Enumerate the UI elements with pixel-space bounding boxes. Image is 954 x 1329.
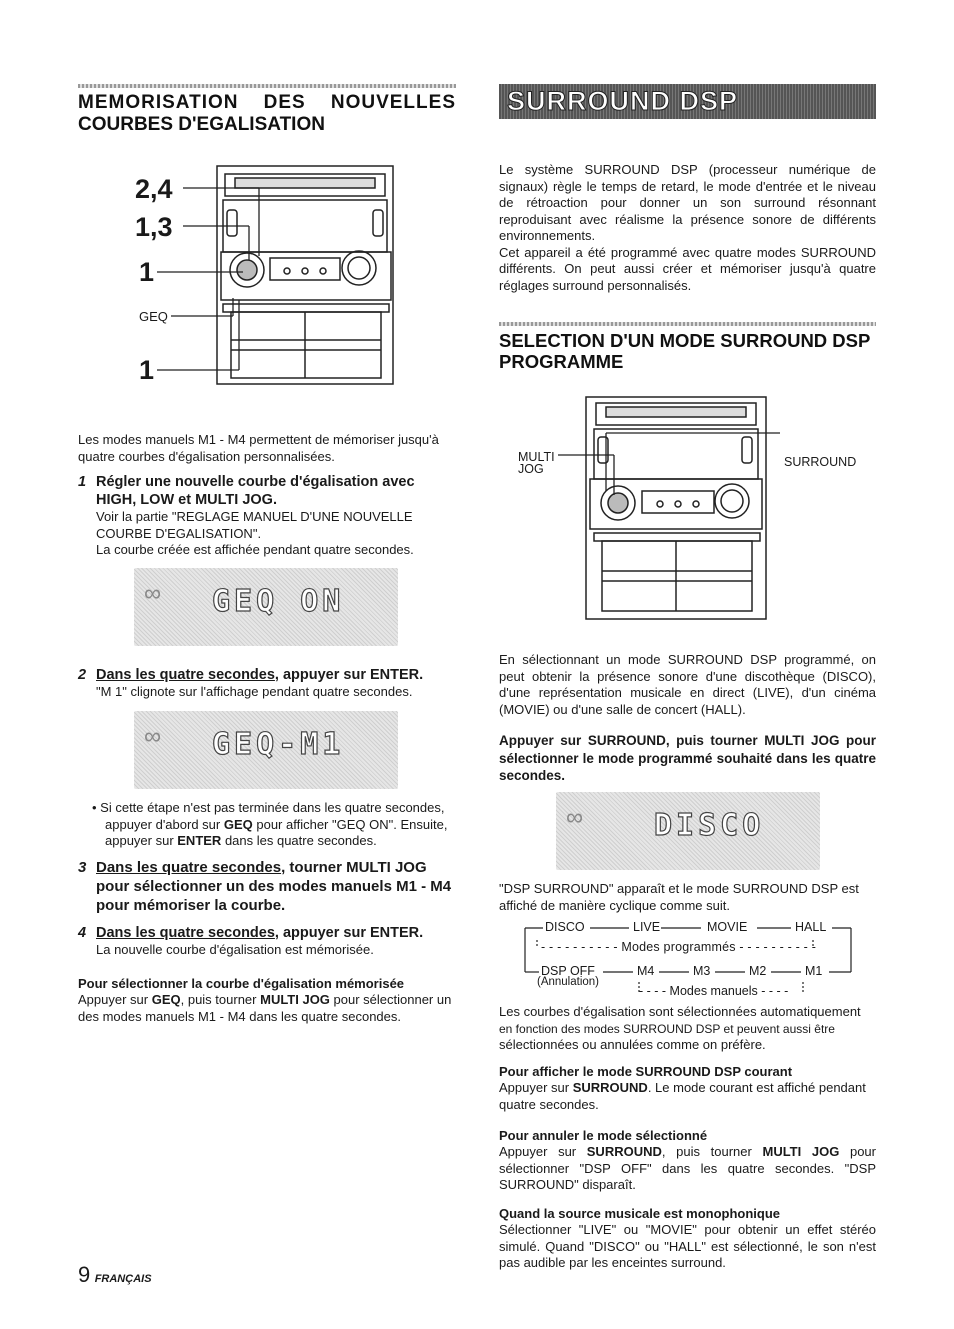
show-b: SURROUND (572, 1080, 648, 1095)
recall-a: Appuyer sur (78, 992, 152, 1007)
display-logo-icon-2: ∞ (144, 723, 162, 750)
mono-section (499, 1206, 876, 1272)
right-p4: "DSP SURROUND" apparaît et le mode SURROUND DSP est affiché de manière cyclique comme suit. (499, 881, 859, 913)
recall-e: pour sélectionner un des modes manuels M1 - M4 dans les quatre secondes. (78, 992, 452, 1024)
banner-title: SURROUND DSP (507, 86, 739, 116)
lcd-display-geq-on (134, 568, 398, 646)
cycle-prog-row: - - - - - - - - - - Modes programmés - - - - - - - - - - (541, 940, 817, 954)
step2-underlined: Dans les quatre secondes (96, 667, 275, 683)
bullet-c: pour afficher "GEQ ON". Ensuite, appuyer sur (105, 816, 448, 848)
cycle-prog: Modes programmés (621, 940, 736, 954)
bullet-b: GEQ (223, 816, 253, 832)
page-footer (78, 1262, 152, 1288)
step-1 (78, 473, 456, 559)
lcd-display-disco (556, 792, 820, 870)
right-instruction: Appuyer sur SURROUND, puis tourner MULTI JOG pour sélectionner le mode programmé souhaité dans les quatre secondes. (499, 733, 876, 783)
cycle-m4: M4 (637, 964, 655, 978)
show-c: . Le mode courant est affiché pendant quatre secondes. (499, 1080, 866, 1112)
right-p5c: sélectionnées ou annulées comme on préfère. (499, 1037, 766, 1052)
show-heading: Pour afficher le mode SURROUND DSP courant (499, 1064, 793, 1079)
cycle-movie: MOVIE (707, 920, 748, 934)
page-number: 9 (78, 1262, 91, 1287)
label-multi: MULTI (518, 450, 555, 464)
step3-number: 3 (78, 859, 87, 876)
label-jog: JOG (518, 462, 544, 476)
stereo-drawing (135, 160, 405, 392)
step2-number: 2 (78, 667, 87, 683)
step4-number: 4 (78, 925, 87, 941)
cycle-m1: M1 (805, 964, 823, 978)
recall-c: , puis tourner (180, 992, 261, 1007)
bullet-d: ENTER (177, 833, 222, 848)
left-heading-line2: COURBES D'EGALISATION (78, 113, 325, 135)
step2-rest: , appuyer sur ENTER. (274, 667, 424, 683)
cancel-d: MULTI JOG (762, 1144, 840, 1159)
step2-text: "M 1" clignote sur l'affichage pendant quatre secondes. (96, 684, 413, 699)
lcd-text-2: GEQ-M1 (212, 727, 345, 762)
cycle-m3: M3 (693, 964, 711, 978)
bullet-note: • Si cette étape n'est pas terminée dans les quatre secondes, appuyer d'abord sur GEQ pour afficher "GEQ ON". Ensuite, appuyer sur ENTER dans les quatre secondes. (92, 800, 448, 848)
lcd-text-1: GEQ ON (212, 584, 345, 619)
callout-2-4: 2,4 (135, 174, 173, 204)
step-2 (78, 666, 456, 701)
cancel-section (499, 1128, 876, 1194)
stereo-figure-right (514, 395, 876, 623)
display-logo-icon: ∞ (144, 580, 162, 607)
cycle-hall: HALL (795, 920, 827, 934)
stereo-drawing-right (514, 395, 876, 623)
step3-rest: , tourner MULTI JOG pour sélectionner un des modes manuels M1 - M4 pour mémoriser la courbe. (96, 859, 452, 914)
callout-1b: 1 (139, 355, 155, 385)
cancel-e: pour sélectionner "DSP OFF" dans les quatre secondes. "DSP SURROUND" disparaît. (499, 1144, 876, 1192)
stereo-figure-left (135, 160, 405, 392)
step4-underlined: Dans les quatre secondes (96, 925, 275, 941)
step3-underlined: Dans les quatre secondes (96, 859, 282, 876)
callout-1-3: 1,3 (135, 212, 173, 242)
step-3 (78, 858, 456, 915)
right-heading: SELECTION D'UN MODE SURROUND DSP PROGRAMME (499, 330, 871, 373)
label-multi-jog (518, 451, 555, 475)
step-4 (78, 924, 456, 959)
mono-heading: Quand la source musicale est monophonique (499, 1206, 780, 1221)
intro-text: Les modes manuels M1 - M4 permettent de mémoriser jusqu'à quatre courbes d'égalisation personnalisées. (78, 432, 439, 464)
step1-text1: Voir la partie "REGLAGE MANUEL D'UNE NOUVELLE COURBE D'EGALISATION". (96, 509, 413, 541)
callout-1a: 1 (139, 257, 155, 287)
bullet-e: dans les quatre secondes. (221, 833, 377, 848)
footer-language: FRANÇAIS (94, 1273, 152, 1285)
step1-title: Régler une nouvelle courbe d'égalisation avec HIGH, LOW et MULTI JOG. (96, 474, 415, 508)
cycle-disco: DISCO (545, 920, 585, 934)
cycle-live: LIVE (633, 920, 661, 934)
right-p5a: Les courbes d'égalisation sont sélectionnées automatiquement (499, 1004, 861, 1019)
step1-number: 1 (78, 474, 87, 490)
left-heading (78, 92, 456, 136)
lcd-display-geq-m1 (134, 711, 398, 789)
display-logo-icon-3: ∞ (566, 804, 584, 831)
step4-rest: , appuyer sur ENTER. (274, 925, 424, 941)
right-p1: Le système SURROUND DSP (processeur numérique de signaux) règle le temps de retard, le mode d'entrée et le niveau de rétroaction pour donner un son surround résonnant reproduisant avec réalisme la présence sonore de différents environnements. (499, 162, 876, 243)
recall-d: MULTI JOG (260, 992, 330, 1007)
right-p5b: en fonction des modes SURROUND DSP et peuvent aussi être (499, 1021, 835, 1036)
recall-section (78, 976, 456, 1025)
cycle-manual: Modes manuels (669, 984, 758, 998)
recall-b: GEQ (151, 992, 181, 1007)
heading-rule (78, 84, 456, 88)
lcd-text-3: DISCO (654, 808, 765, 843)
cycle-manual-row: - - - - Modes manuels - - - - (639, 984, 789, 998)
cancel-c: , puis tourner (661, 1144, 763, 1159)
right-p3: En sélectionnant un mode SURROUND DSP programmé, on peut obtenir la présence sonore d'une discothèque (DISCO), d'une représentation musicale en direct (LIVE), d'un cinéma (MOVIE) ou d'une salle de concert (HALL). (499, 652, 876, 717)
show-a: Appuyer sur (499, 1080, 573, 1095)
heading-rule-right (499, 322, 876, 326)
surround-dsp-banner (499, 84, 876, 119)
intro-right (499, 162, 876, 294)
cycle-diagram (499, 916, 876, 998)
cancel-b: SURROUND (586, 1144, 662, 1159)
cycle-m2: M2 (749, 964, 767, 978)
step4-text: La nouvelle courbe d'égalisation est mémorisée. (96, 942, 374, 957)
cancel-heading: Pour annuler le mode sélectionné (499, 1128, 708, 1143)
right-p5 (499, 1004, 876, 1054)
bullet-a: Si cette étape n'est pas terminée dans les quatre secondes, appuyer d'abord sur (100, 800, 445, 832)
left-heading-line1: MEMORISATION DES NOUVELLES (78, 92, 456, 113)
recall-title: Pour sélectionner la courbe d'égalisation mémorisée (78, 976, 405, 991)
cycle-dspoff: DSP OFF (541, 964, 595, 978)
right-p2: Cet appareil a été programmé avec quatre modes SURROUND différents. On peut aussi créer et mémoriser jusqu'à quatre réglages surround personnalisés. (499, 244, 876, 293)
cancel-a: Appuyer sur (499, 1144, 587, 1159)
show-section (499, 1064, 876, 1113)
mono-text: Sélectionner "LIVE" ou "MOVIE" pour obtenir un effet stéréo simulé. Quand "DISCO" ou "HALL" est sélectionné, le son n'est pas audible par les enceintes surround. (499, 1222, 876, 1270)
cycle-annul: (Annulation) (537, 976, 600, 988)
label-surround: SURROUND (784, 455, 857, 469)
step1-text2: La courbe créée est affichée pendant quatre secondes. (96, 542, 414, 557)
callout-geq: GEQ (139, 309, 168, 324)
